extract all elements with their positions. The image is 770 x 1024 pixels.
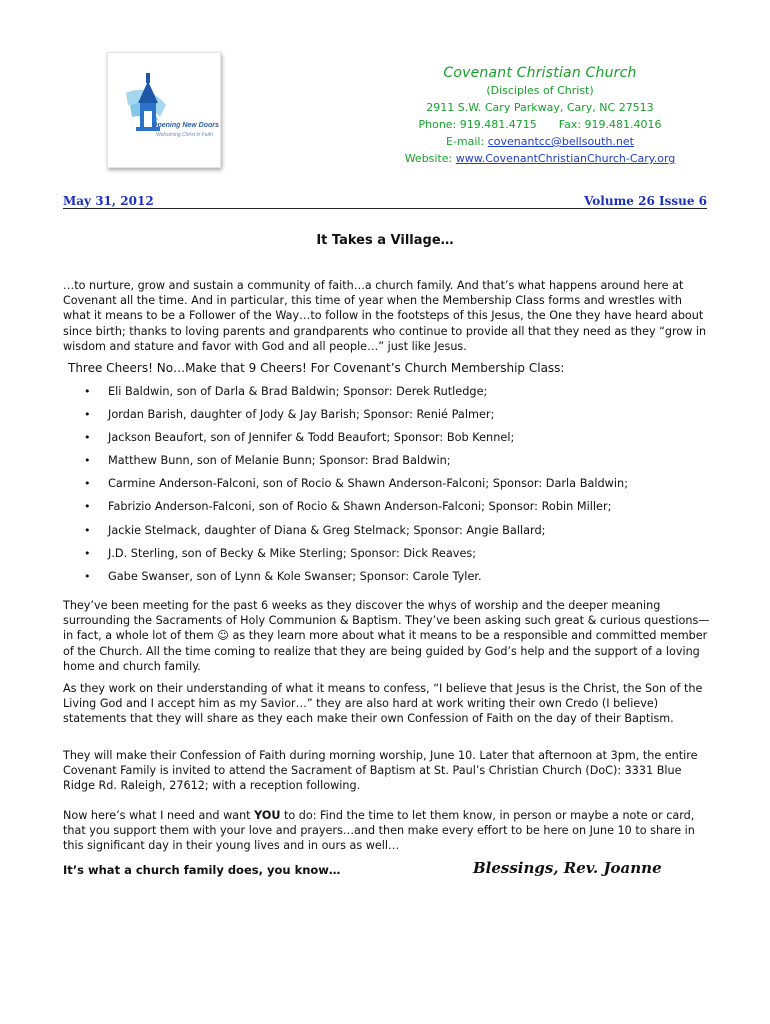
bullet-icon: • xyxy=(84,385,91,398)
baptism-details-paragraph: They will make their Confession of Faith during morning worship, June 10. Later that afternoon at 3pm, the entire Covenant Family is invited to attend the Sacrament of Baptism at St. Paul’s Christian Church (DoC): 3331 Blue Ridge Rd. Raleigh, 27612; with a reception following. xyxy=(63,749,698,793)
bullet-icon: • xyxy=(84,500,91,514)
list-item xyxy=(84,384,724,407)
member-entry: Eli Baldwin, son of Darla & Brad Baldwin; Sponsor: Derek Rutledge; xyxy=(108,385,488,398)
confession-paragraph: As they work on their understanding of what it means to confess, “I believe that Jesus is the Christ, the Son of the Living God and I accept him as my Savior…” they are also hard at work writing their own Credo (I believe) statements that they will share as they each make their own Confession of Faith on the day of their Baptism. xyxy=(63,682,703,726)
email-line xyxy=(380,133,700,150)
member-entry: Jackson Beaufort, son of Jennifer & Todd Beaufort; Sponsor: Bob Kennel; xyxy=(108,431,515,445)
class-description-paragraph: They’ve been meeting for the past 6 weeks as they discover the whys of worship and the deeper meaning surrounding the Sacraments of Holy Communion & Baptism. They’ve been asking such great & curious questions—in fact, a whole lot of them ☺ as they learn more about what it means to be a responsible and committed member of the Church. All the time coming to realize that they are being guided by God’s help and the support of a loving home and church family. xyxy=(63,599,710,673)
member-entry: Jordan Barish, daughter of Jody & Jay Barish; Sponsor: Renié Palmer; xyxy=(108,408,495,422)
list-item xyxy=(84,569,724,592)
cta-end: to do: Find the time to let them know, in person or maybe a note or card, that you support them with your love and prayers…and then make every effort to be here on June 10 to share in this significant day in their young lives and in ours as well… xyxy=(63,809,695,853)
website-link[interactable]: www.CovenantChristianChurch-Cary.org xyxy=(455,152,676,165)
intro-paragraph: …to nurture, grow and sustain a community of faith…a church family. And that’s what happens around here at Covenant all the time. And in particular, this time of year when the Membership Class forms and wrestles with what it means to be a Follower of the Way…to follow in the footsteps of this Jesus, the One they have heard about since birth; thanks to loving parents and grandparents who continue to provide all that they need as they “grow in wisdom and stature and favor with God and all people…” just like Jesus. xyxy=(63,279,707,353)
member-entry: Gabe Swanser, son of Lynn & Kole Swanser; Sponsor: Carole Tyler. xyxy=(108,569,482,583)
list-item xyxy=(84,407,724,430)
list-item xyxy=(84,453,724,476)
church-name: Covenant Christian Church xyxy=(443,65,637,81)
cta-emphasis: YOU xyxy=(254,809,281,822)
bullet-icon: • xyxy=(84,454,91,468)
issue-date: May 31, 2012 xyxy=(63,194,154,208)
denomination: (Disciples of Christ) xyxy=(486,84,594,97)
website-line xyxy=(380,150,700,167)
member-entry: Carmine Anderson-Falconi, son of Rocio & Shawn Anderson-Falconi; Sponsor: Darla Baldwin; xyxy=(108,477,629,491)
website-label: Website: xyxy=(404,152,456,165)
church-address: 2911 S.W. Cary Parkway, Cary, NC 27513 xyxy=(426,101,654,114)
member-entry: J.D. Sterling, son of Becky & Mike Sterling; Sponsor: Dick Reaves; xyxy=(108,546,477,560)
signature: Blessings, Rev. Joanne xyxy=(473,859,662,877)
church-logo xyxy=(107,52,221,168)
logo-tagline: Opening New Doors xyxy=(152,122,219,129)
list-item xyxy=(84,523,724,546)
member-entry: Matthew Bunn, son of Melanie Bunn; Sponsor: Brad Baldwin; xyxy=(108,454,451,468)
logo-subtagline: Welcoming Christ in Faith xyxy=(156,132,213,138)
email-link[interactable]: covenantcc@bellsouth.net xyxy=(487,135,634,148)
fax-number: Fax: 919.481.4016 xyxy=(558,118,662,131)
church-header xyxy=(380,64,700,167)
contact-numbers xyxy=(380,116,700,133)
bullet-icon: • xyxy=(84,569,91,583)
bullet-icon: • xyxy=(84,431,91,445)
issue-dateline xyxy=(63,194,707,209)
article-title: It Takes a Village… xyxy=(316,233,454,248)
cta-start: Now here’s what I need and want xyxy=(63,809,255,822)
phone-number: Phone: 919.481.4715 xyxy=(418,118,537,131)
church-steeple-icon xyxy=(108,53,220,167)
membership-class-list xyxy=(84,384,724,592)
list-item xyxy=(84,476,724,499)
issue-volume: Volume 26 Issue 6 xyxy=(584,194,707,208)
list-item xyxy=(84,546,724,569)
member-entry: Fabrizio Anderson-Falconi, son of Rocio & Shawn Anderson-Falconi; Sponsor: Robin Miller; xyxy=(108,500,612,514)
bullet-icon: • xyxy=(84,523,91,537)
cheers-heading: Three Cheers! No…Make that 9 Cheers! For Covenant’s Church Membership Class: xyxy=(68,361,565,375)
member-entry: Jackie Stelmack, daughter of Diana & Greg Stelmack; Sponsor: Angie Ballard; xyxy=(108,523,546,537)
bullet-icon: • xyxy=(84,408,91,422)
bullet-icon: • xyxy=(84,546,91,560)
email-label: E-mail: xyxy=(446,135,488,148)
closing-line: It’s what a church family does, you know… xyxy=(63,863,341,877)
bullet-icon: • xyxy=(84,477,91,491)
list-item xyxy=(84,430,724,453)
call-to-action-paragraph xyxy=(63,808,713,854)
list-item xyxy=(84,499,724,522)
